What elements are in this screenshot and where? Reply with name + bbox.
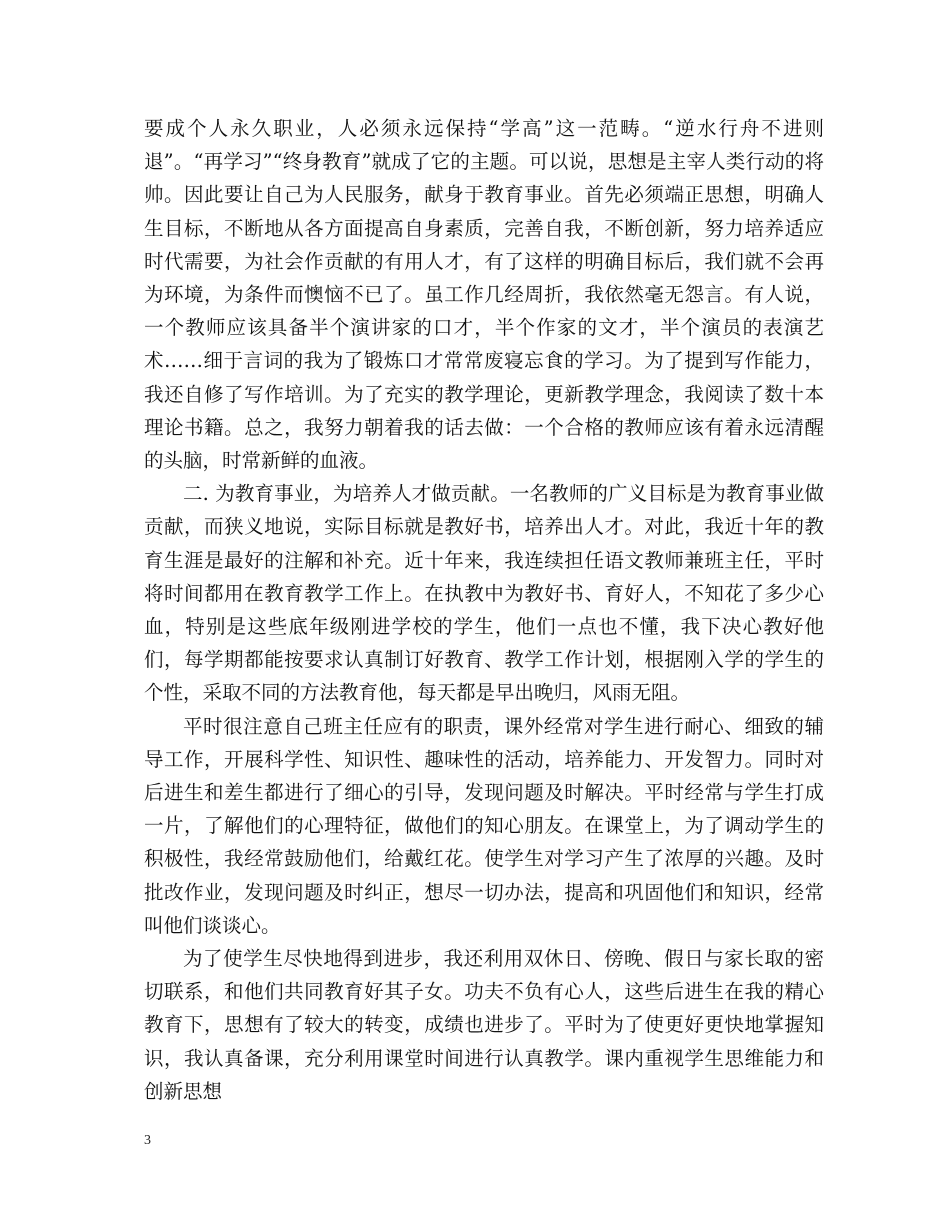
paragraph-3: 平时很注意自己班主任应有的职责，课外经常对学生进行耐心、细致的辅导工作，开展科学性、知识性、趣味性的活动，培养能力、开发智力。同时对后进生和差生都进行了细心的引导，发现问题及时解决。平时经常与学生打成一片，了解他们的心理特征，做他们的知心朋友。在课堂上，为了调动学生的积极性，我经常鼓励他们，给戴红花。使学生对学习产生了浓厚的兴趣。及时批改作业，发现问题及时纠正，想尽一切办法，提高和巩固他们和知识，经常叫他们谈谈心。 bbox=[144, 714, 824, 937]
page-number: 3 bbox=[144, 1133, 151, 1148]
paragraph-2: 二. 为教育事业，为培养人才做贡献。一名教师的广义目标是为教育事业做贡献，而狭义地说，实际目标就是教好书，培养出人才。对此，我近十年的教育生涯是最好的注解和补充。近十年来，我连续担任语文教师兼班主任，平时将时间都用在教育教学工作上。在执教中为教好书、育好人，不知花了多少心血，特别是这些底年级刚进学校的学生，他们一点也不懂，我下决心教好他们，每学期都能按要求认真制订好教育、教学工作计划，根据刚入学的学生的个性，采取不同的方法教育他，每天都是早出晚归，风雨无阻。 bbox=[144, 482, 824, 705]
paragraph-1: 要成个人永久职业，人必须永远保持“学高”这一范畴。“逆水行舟不进则退”。“再学习”“终身教育”就成了它的主题。可以说，思想是主宰人类行动的将帅。因此要让自己为人民服务，献身于教育事业。首先必须端正思想，明确人生目标，不断地从各方面提高自身素质，完善自我，不断创新，努力培养适应时代需要，为社会作贡献的有用人才，有了这样的明确目标后，我们就不会再为环境，为条件而懊恼不已了。虽工作几经周折，我依然毫无怨言。有人说，一个教师应该具备半个演讲家的口才，半个作家的文才，半个演员的表演艺术……细于言词的我为了锻炼口才常常废寝忘食的学习。为了提到写作能力，我还自修了写作培训。为了充实的教学理论，更新教学理念，我阅读了数十本理论书籍。总之，我努力朝着我的话去做：一个合格的教师应该有着永远清醒的头脑，时常新鲜的血液。 bbox=[144, 117, 824, 473]
document-body bbox=[144, 112, 824, 1108]
paragraph-4: 为了使学生尽快地得到进步，我还利用双休日、傍晚、假日与家长取的密切联系，和他们共同教育好其子女。功夫不负有心人，这些后进生在我的精心教育下，思想有了较大的转变，成绩也进步了。平时为了使更好更快地掌握知识，我认真备课，充分利用课堂时间进行认真教学。课内重视学生思维能力和创新思想 bbox=[144, 947, 824, 1103]
